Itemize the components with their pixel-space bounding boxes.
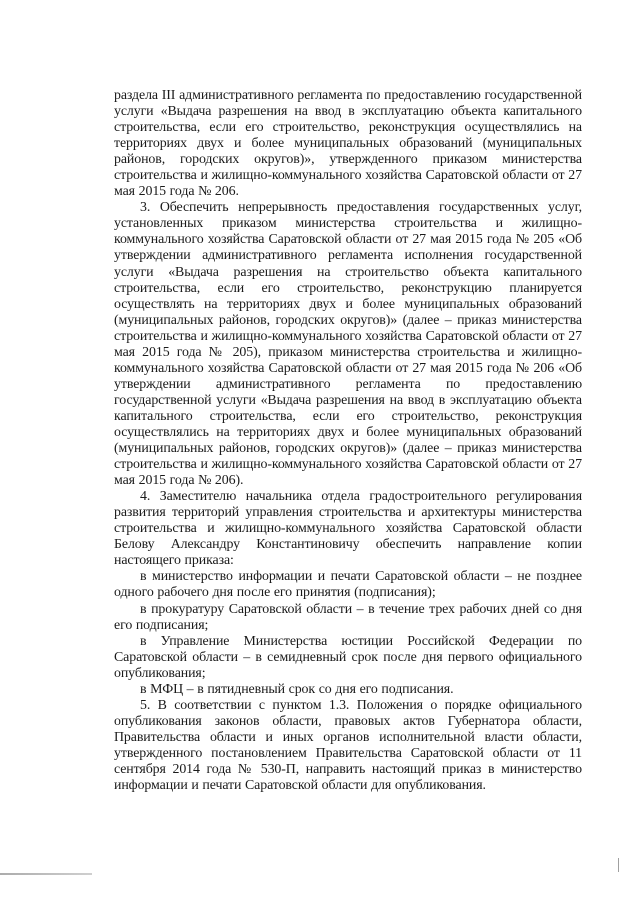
paragraph-item-3: 3. Обеспечить непрерывность предоставления государственных услуг, установленных приказом министерства строительства и жилищно-коммунального хозяйства Саратовской области от 27 мая 2015 года № 205 «Об утверждении административного регламента исполнения государственной услуги «Выдача разрешения на строительство объекта капитального строительства, если его строительство, реконструкцию планируется осуществлять на территориях двух и более муниципальных образований (муниципальных районов, городских округов)» (далее – приказ министерства строительства и жилищно-коммунального хозяйства Саратовской области от 27 мая 2015 года № 205), приказом министерства строительства и жилищно-коммунального хозяйства Саратовской области от 27 мая 2015 года № 206 «Об утверждении административного регламента по предоставлению государственной услуги «Выдача разрешения на ввод в эксплуатацию объекта капитального строительства, если его строительство, реконструкция осуществлялись на территориях двух и более муниципальных образований (муниципальных районов, городских округов)» (далее – приказ министерства строительства и жилищно-коммунального хозяйства Саратовской области от 27 мая 2015 года № 206). — [114, 200, 582, 489]
paragraph-item-5: 5. В соответствии с пунктом 1.3. Положения о порядке официального опубликования законов области, правовых актов Губернатора области, Правительства области и иных органов исполнительной власти области, утвержденного постановлением Правительства Саратовской области от 11 сентября 2014 года № 530-П, направить настоящий приказ в министерство информации и печати Саратовской области для опубликования. — [114, 697, 582, 794]
document-body — [114, 88, 582, 794]
scan-artifact-bottom-line — [0, 873, 92, 875]
paragraph-item-4-recipient-justice: в Управление Министерства юстиции Российской Федерации по Саратовской области – в семидневный срок после дня первого официального опубликования; — [114, 633, 582, 681]
paragraph-item-4-recipient-ministry: в министерство информации и печати Саратовской области – не позднее одного рабочего дня после его принятия (подписания); — [114, 569, 582, 601]
paragraph-item-4-recipient-prosecutor: в прокуратуру Саратовской области – в течение трех рабочих дней со дня его подписания; — [114, 601, 582, 633]
scan-artifact-right-mark — [618, 858, 619, 872]
paragraph-item-4: 4. Заместителю начальника отдела градостроительного регулирования развития территорий управления строительства и архитектуры министерства строительства и жилищно-коммунального хозяйства Саратовской области Белову Александру Константиновичу обеспечить направление копии настоящего приказа: — [114, 489, 582, 569]
paragraph-item-4-recipient-mfc: в МФЦ – в пятидневный срок со дня его подписания. — [140, 681, 454, 697]
paragraph-regulation-reference: раздела III административного регламента по предоставлению государственной услуги «Выдача разрешения на ввод в эксплуатацию объекта капитального строительства, если его строительство, реконструкция осуществлялись на территориях двух и более муниципальных образований (муниципальных районов, городских округов)», утвержденного приказом министерства строительства и жилищно-коммунального хозяйства Саратовской области от 27 мая 2015 года № 206. — [114, 88, 582, 200]
